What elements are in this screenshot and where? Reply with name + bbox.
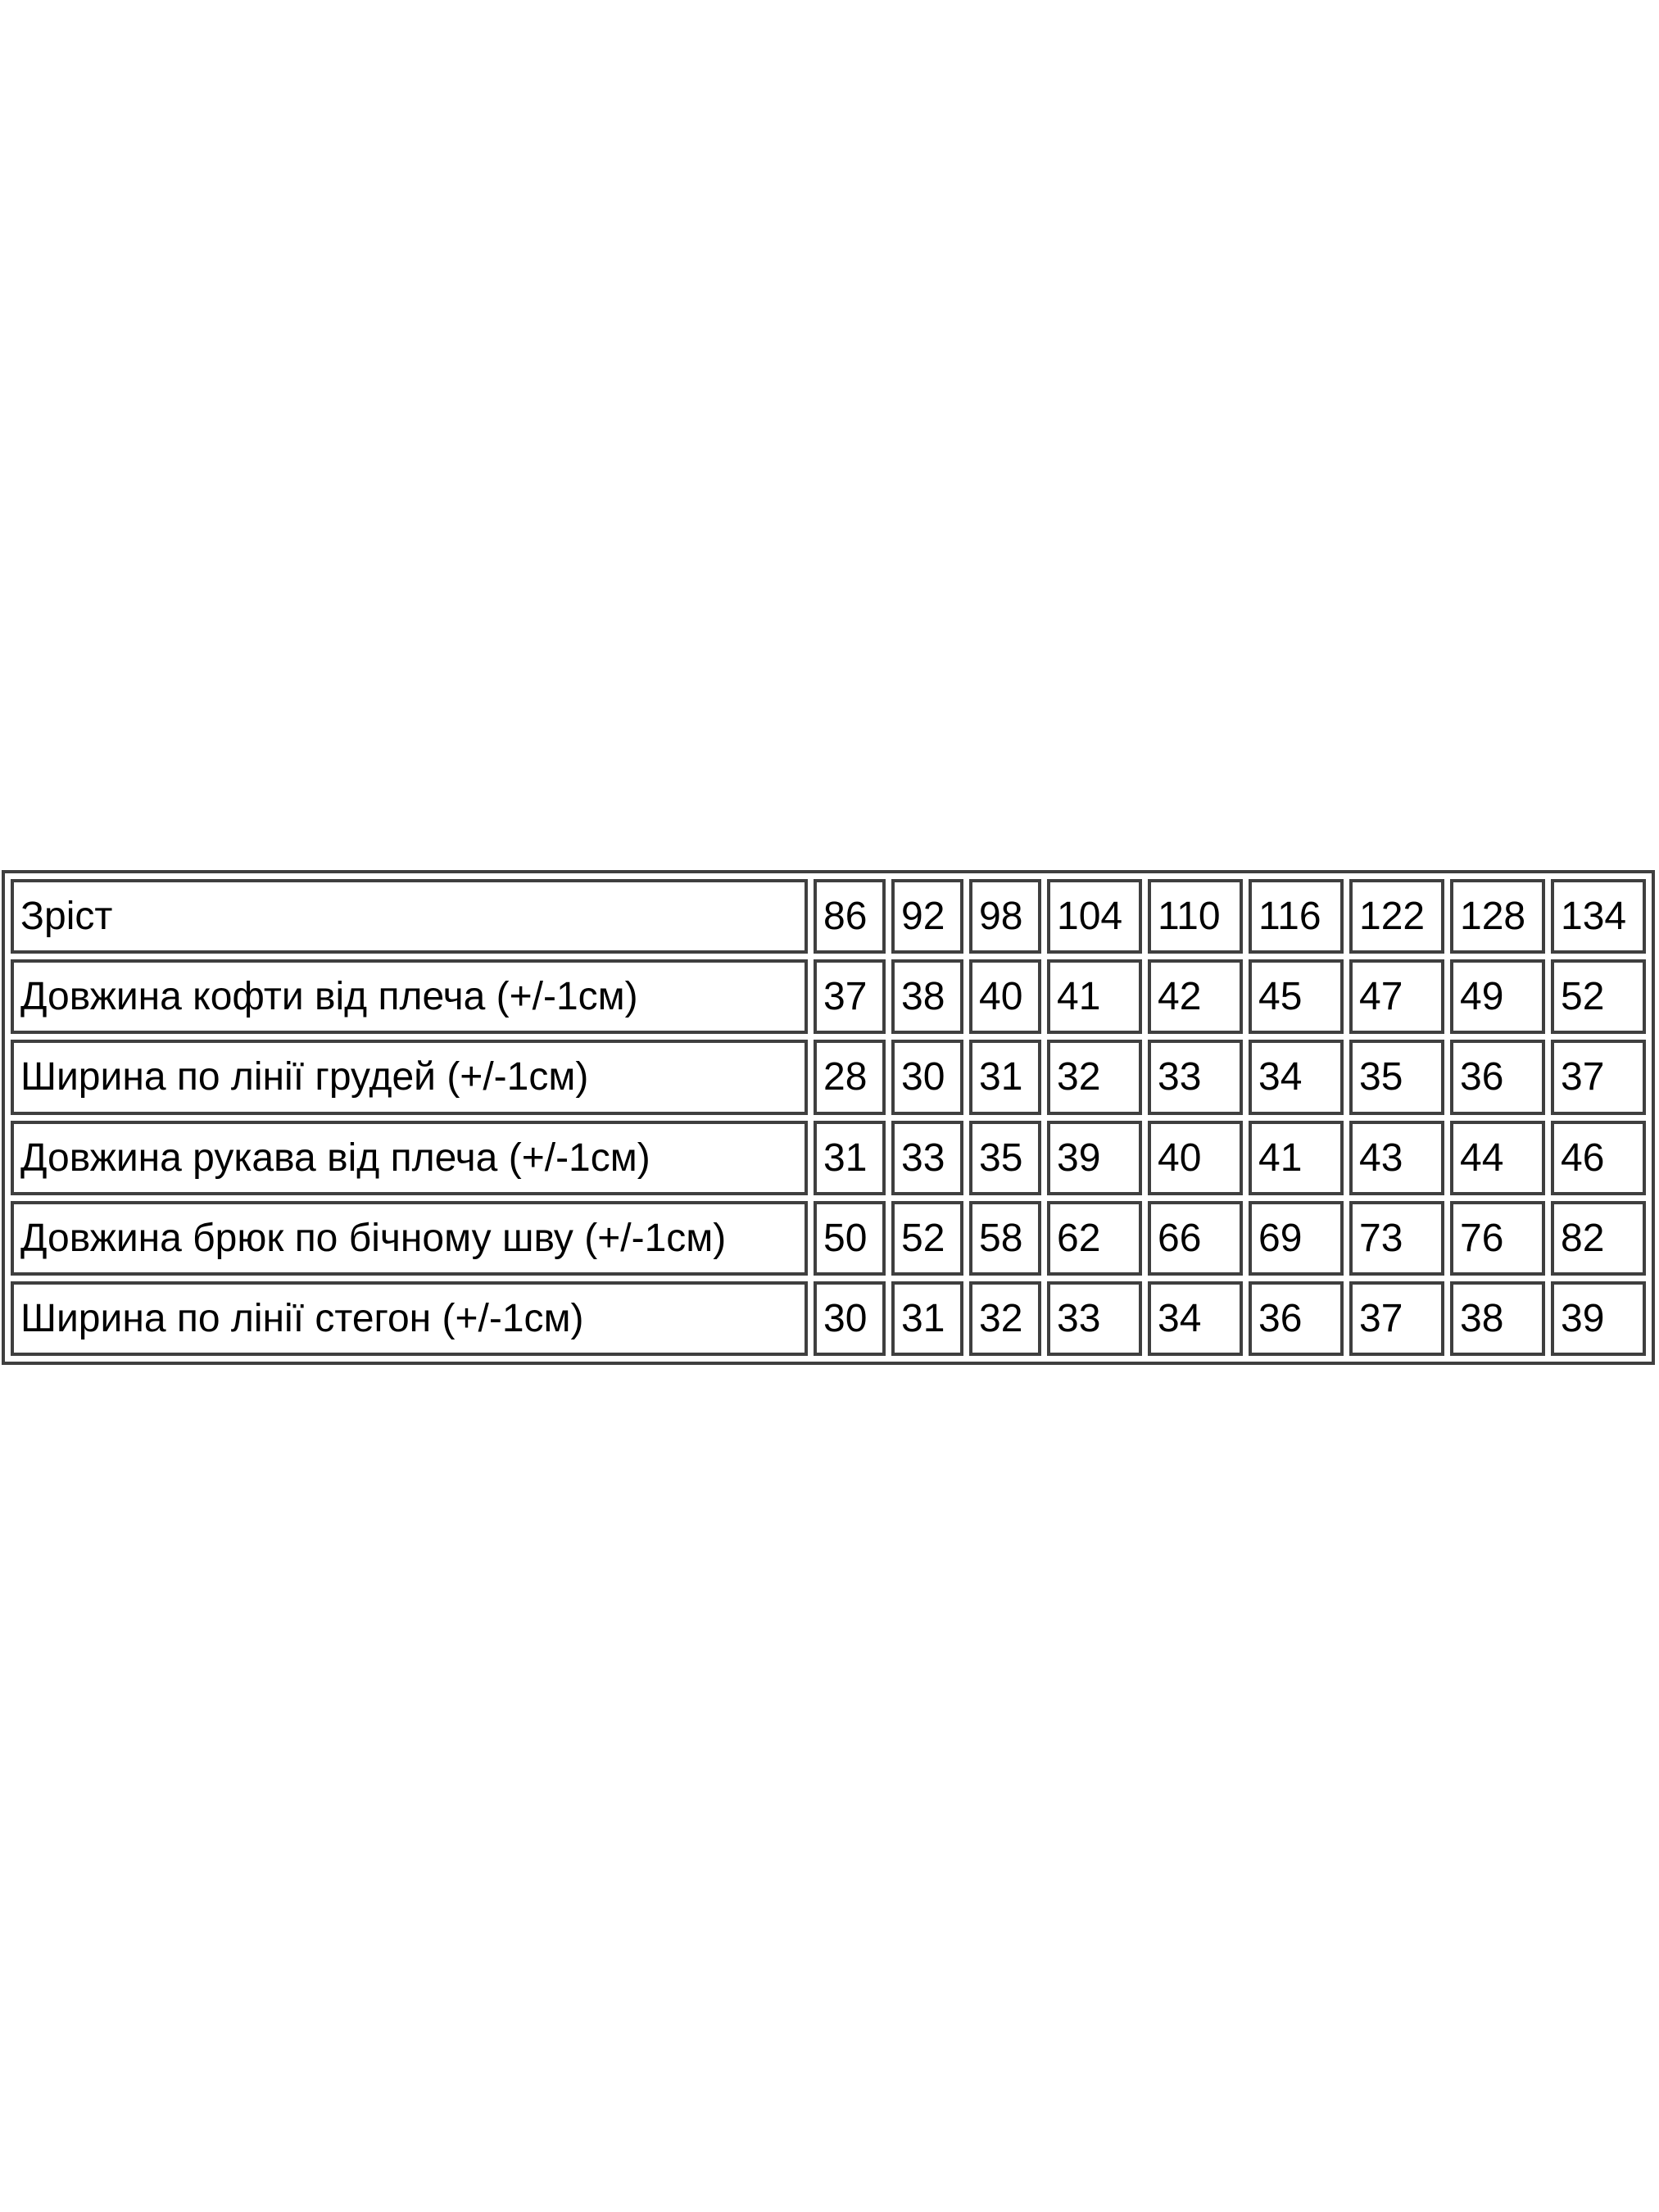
measurement-value-cell: 76: [1450, 1201, 1545, 1276]
measurement-value-cell: 50: [814, 1201, 886, 1276]
measurement-value-cell: 39: [1551, 1281, 1646, 1356]
measurement-value-cell: 28: [814, 1040, 886, 1114]
measurement-value-cell: 37: [1551, 1040, 1646, 1114]
measurement-value-cell: 37: [814, 959, 886, 1034]
header-value-cell: 128: [1450, 879, 1545, 954]
measurement-value-cell: 82: [1551, 1201, 1646, 1276]
header-value-cell: 122: [1349, 879, 1444, 954]
measurement-value-cell: 30: [891, 1040, 963, 1114]
table-header-row: [11, 879, 1646, 954]
measurement-value-cell: 35: [1349, 1040, 1444, 1114]
table-row: [11, 1281, 1646, 1356]
measurement-value-cell: 40: [969, 959, 1041, 1034]
measurement-value-cell: 31: [891, 1281, 963, 1356]
header-value-cell: 134: [1551, 879, 1646, 954]
measurement-value-cell: 49: [1450, 959, 1545, 1034]
measurement-value-cell: 38: [1450, 1281, 1545, 1356]
measurement-value-cell: 33: [1148, 1040, 1243, 1114]
header-value-cell: 104: [1047, 879, 1142, 954]
measurement-value-cell: 33: [1047, 1281, 1142, 1356]
table-row: [11, 1121, 1646, 1195]
measurement-label-cell: Довжина брюк по бічному шву (+/-1см): [11, 1201, 808, 1276]
measurement-value-cell: 34: [1249, 1040, 1344, 1114]
measurement-value-cell: 31: [969, 1040, 1041, 1114]
size-chart-container: [2, 870, 1655, 1365]
measurement-value-cell: 44: [1450, 1121, 1545, 1195]
measurement-value-cell: 58: [969, 1201, 1041, 1276]
measurement-label-cell: Ширина по лінії стегон (+/-1см): [11, 1281, 808, 1356]
table-row: [11, 959, 1646, 1034]
measurement-value-cell: 30: [814, 1281, 886, 1356]
measurement-value-cell: 32: [1047, 1040, 1142, 1114]
measurement-value-cell: 40: [1148, 1121, 1243, 1195]
measurement-value-cell: 42: [1148, 959, 1243, 1034]
measurement-value-cell: 37: [1349, 1281, 1444, 1356]
table-row: [11, 1201, 1646, 1276]
measurement-value-cell: 36: [1249, 1281, 1344, 1356]
measurement-value-cell: 45: [1249, 959, 1344, 1034]
measurement-value-cell: 34: [1148, 1281, 1243, 1356]
header-value-cell: 98: [969, 879, 1041, 954]
table-row: [11, 1040, 1646, 1114]
measurement-value-cell: 66: [1148, 1201, 1243, 1276]
measurement-value-cell: 69: [1249, 1201, 1344, 1276]
measurement-value-cell: 52: [1551, 959, 1646, 1034]
measurement-value-cell: 43: [1349, 1121, 1444, 1195]
measurement-value-cell: 47: [1349, 959, 1444, 1034]
measurement-value-cell: 31: [814, 1121, 886, 1195]
header-label-cell: Зріст: [11, 879, 808, 954]
header-value-cell: 110: [1148, 879, 1243, 954]
measurement-value-cell: 41: [1249, 1121, 1344, 1195]
measurement-value-cell: 33: [891, 1121, 963, 1195]
measurement-label-cell: Довжина кофти від плеча (+/-1см): [11, 959, 808, 1034]
measurement-value-cell: 32: [969, 1281, 1041, 1356]
measurement-value-cell: 38: [891, 959, 963, 1034]
measurement-value-cell: 41: [1047, 959, 1142, 1034]
measurement-value-cell: 36: [1450, 1040, 1545, 1114]
header-value-cell: 92: [891, 879, 963, 954]
header-value-cell: 116: [1249, 879, 1344, 954]
measurement-value-cell: 52: [891, 1201, 963, 1276]
measurement-value-cell: 46: [1551, 1121, 1646, 1195]
measurement-value-cell: 62: [1047, 1201, 1142, 1276]
size-chart-table: [2, 870, 1655, 1365]
measurement-value-cell: 73: [1349, 1201, 1444, 1276]
header-value-cell: 86: [814, 879, 886, 954]
measurement-label-cell: Довжина рукава від плеча (+/-1см): [11, 1121, 808, 1195]
measurement-value-cell: 35: [969, 1121, 1041, 1195]
measurement-value-cell: 39: [1047, 1121, 1142, 1195]
measurement-label-cell: Ширина по лінії грудей (+/-1см): [11, 1040, 808, 1114]
